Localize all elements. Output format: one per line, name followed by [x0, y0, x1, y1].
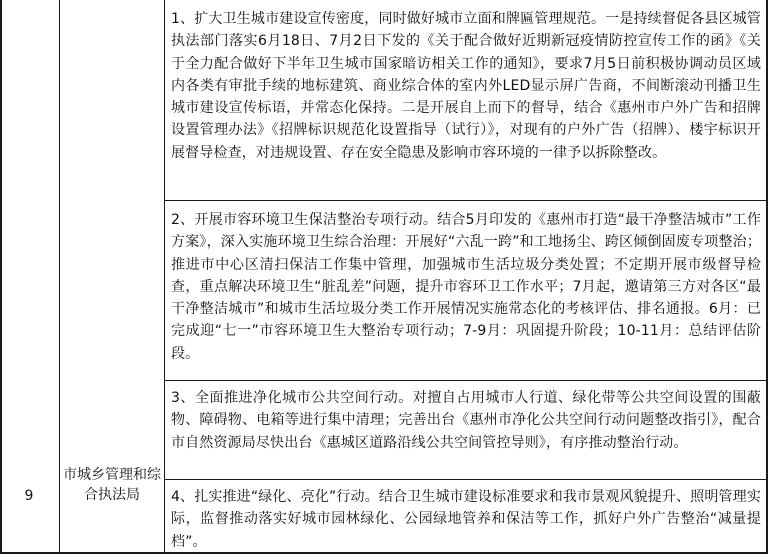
column-divider-number [59, 0, 60, 554]
row-number: 9 [24, 488, 34, 504]
task-item-4: 4、扎实推进“绿化、亮化”行动。结合卫生城市建设标准要求和我市景观风貌提升、照明管理实际，监督推动落实好城市园林绿化、公园绿地管养和保洁等工作，抓好户外广告整治“减量提档”。 [171, 489, 761, 550]
row-divider-1 [164, 200, 766, 201]
task-item-1: 1、扩大卫生城市建设宣传密度，同时做好城市立面和牌匾管理规范。一是持续督促各县区城管执法部门落实6月18日、7月2日下发的《关于配合做好近期新冠疫情防控宣传工作的函》《关于全力配合做好下半年卫生城市国家暗访相关工作的通知》，要求7月5日前积极协调动员区域内各类有审批手续的地标建筑、商业综合体的室内外LED显示屏广告商，不间断滚动刊播卫生城市建设宣传标语，并常态化保持。二是开展自上而下的督导，结合《惠州市户外广告和招牌设置管理办法》《招牌标识规范化设置指导（试行）》，对现有的户外广告（招牌）、楼宇标识开展督导检查，对违规设置、存在安全隐患及影响市容环境的一律予以拆除整改。 [171, 11, 761, 161]
row-divider-2 [164, 380, 766, 381]
column-divider-department [164, 0, 165, 554]
task-item-2: 2、开展市容环境卫生保洁整治专项行动。结合5月印发的《惠州市打造“最干净整洁城市”工作方案》，深入实施环境卫生综合治理：开展好“六乱一跨”和工地扬尘、跨区倾倒固废专项整治；推进市中心区清扫保洁工作集中管理，加强城市生活垃圾分类处置；不定期开展市级督导检查，重点解决环境卫生“脏乱差”问题，提升市容环卫工作水平；7月起，邀请第三方对各区“最干净整洁城市”和城市生活垃圾分类工作开展情况实施常态化的考核评估、排名通报。6月：已完成迎“七一”市容环境卫生大整治专项行动；7-9月：巩固提升阶段；10-11月：总结评估阶段。 [171, 212, 761, 362]
table-left-border [0, 0, 2, 554]
table-right-border [766, 0, 768, 554]
task-item-3: 3、全面推进净化城市公共空间行动。对擅自占用城市人行道、绿化带等公共空间设置的围蔽物、障碍物、电箱等进行集中清理；完善出台《惠州市净化公共空间行动问题整改指引》，配合市自然资源局尽快出台《惠城区道路沿线公共空间管控导则》，有序推动整治行动。 [171, 390, 761, 451]
row-divider-3 [164, 479, 766, 480]
department-name: 市城乡管理和综合执法局 [63, 467, 161, 503]
